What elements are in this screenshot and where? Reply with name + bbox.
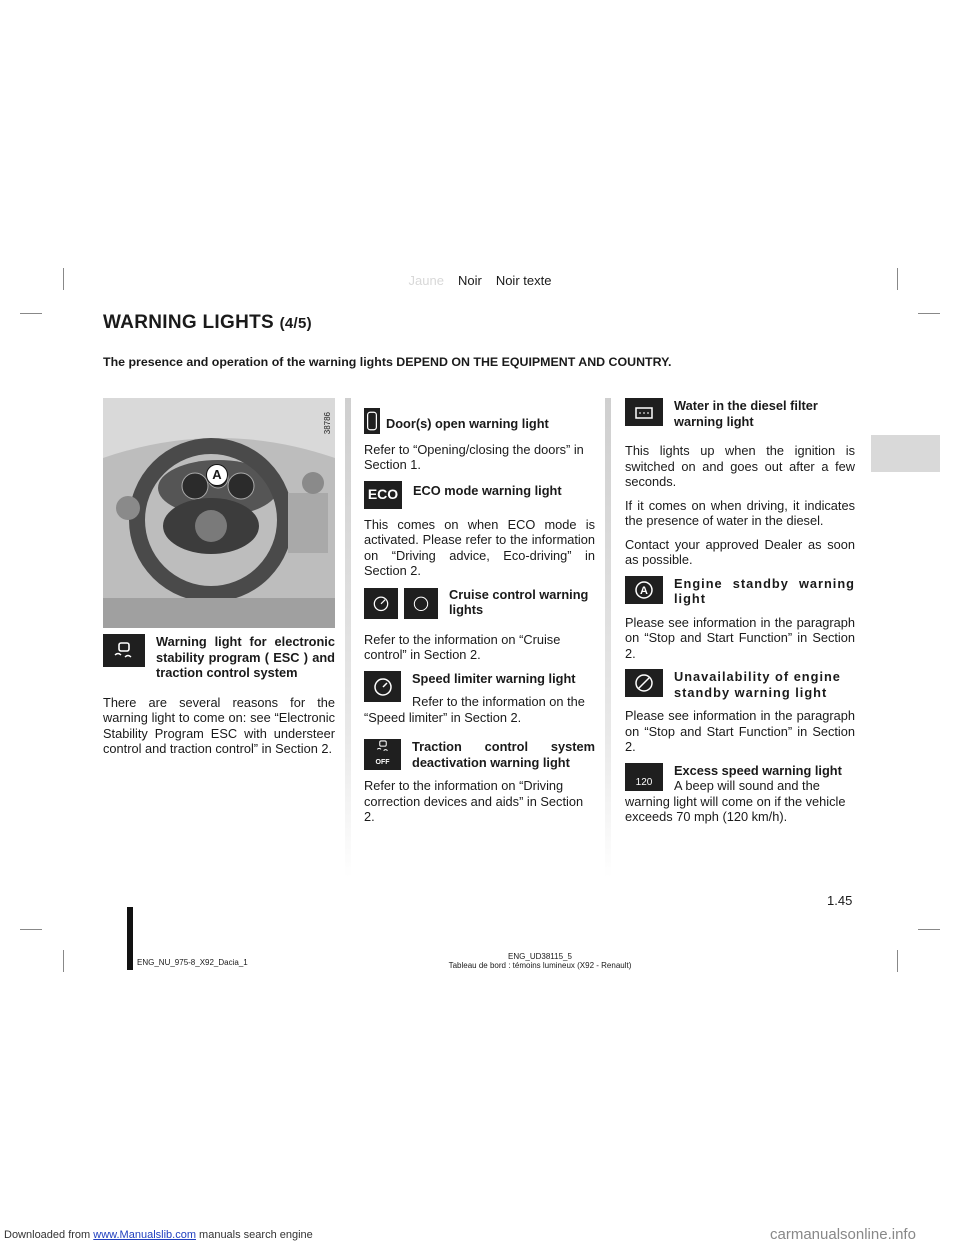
crop-mark <box>897 950 898 972</box>
cruise-control-icons <box>364 587 438 620</box>
crop-mark <box>20 313 42 314</box>
column-1 <box>103 634 335 765</box>
traction-off-label: OFF <box>375 758 390 766</box>
download-banner <box>4 1229 313 1241</box>
door-heading: Door(s) open warning light <box>386 416 549 431</box>
svg-text:A: A <box>640 584 648 597</box>
manualslib-link[interactable]: www.Manualslib.com <box>93 1229 196 1241</box>
column-3 <box>625 398 855 833</box>
intro-text: The presence and operation of the warning lights DEPEND ON THE EQUIPMENT AND COUNTRY. <box>103 355 672 369</box>
color-noir: Noir <box>457 273 482 288</box>
excess-item <box>625 763 855 833</box>
water-body-1: This lights up when the ignition is switched on and goes out after a few seconds. <box>625 443 855 489</box>
limiter-heading: Speed limiter warning light <box>412 670 576 686</box>
limiter-body: Refer to the information on the “Speed limiter” in Section 2. <box>364 694 585 725</box>
esc-icon <box>103 634 145 667</box>
download-suffix: manuals search engine <box>195 1229 313 1241</box>
esc-heading: Warning light for electronic stability program ( ESC ) and traction control system <box>156 634 335 680</box>
unavail-item <box>625 669 855 708</box>
water-filter-icon <box>625 398 663 426</box>
color-header <box>0 273 960 288</box>
crop-mark <box>63 950 64 972</box>
page-number: 1.45 <box>827 893 853 908</box>
water-body-2: If it comes on when driving, it indicates the presence of water in the diesel. <box>625 497 855 528</box>
standby-item <box>625 576 855 615</box>
photo-marker-a: A <box>206 464 228 486</box>
water-item <box>625 398 855 437</box>
water-heading: Water in the diesel filter warning light <box>674 398 818 429</box>
traction-item <box>364 739 595 778</box>
footer-center <box>420 952 660 970</box>
door-body: Refer to “Opening/closing the doors” in Section 1. <box>364 441 584 472</box>
column-2 <box>364 402 595 833</box>
crop-mark <box>918 929 940 930</box>
traction-heading: Traction control system deactivation warning light <box>412 739 595 770</box>
footer-bar <box>127 907 133 970</box>
title-main: WARNING LIGHTS <box>103 312 274 333</box>
excess-heading: Excess speed warning light <box>674 762 842 778</box>
column-separator <box>345 398 351 878</box>
cruise-body: Refer to the information on “Cruise control” in Section 2. <box>364 631 561 662</box>
standby-unavailable-icon <box>625 669 663 697</box>
eco-heading: ECO mode warning light <box>413 482 562 498</box>
download-prefix: Downloaded from <box>4 1229 94 1241</box>
water-body-3: Contact your approved Dealer as soon as possible. <box>625 536 855 567</box>
footer-left: ENG_NU_975-8_X92_Dacia_1 <box>137 958 248 967</box>
section-tab <box>871 435 940 472</box>
engine-standby-icon <box>625 576 663 604</box>
color-noir-texte: Noir texte <box>495 273 552 288</box>
traction-off-icon <box>364 739 401 770</box>
excess-speed-icon <box>625 763 663 791</box>
eco-icon: ECO <box>364 481 402 509</box>
standby-body: Please see information in the paragraph on “Stop and Start Function” in Section 2. <box>625 614 855 661</box>
door-item <box>364 402 595 440</box>
crop-mark <box>918 313 940 314</box>
unavail-body: Please see information in the paragraph on “Stop and Start Function” in Section 2. <box>625 708 855 754</box>
footer-center-line2: Tableau de bord : témoins lumineux (X92 - Renault) <box>448 961 632 970</box>
cruise-icon <box>364 588 398 619</box>
limiter-item <box>364 671 595 734</box>
footer-center-line1: ENG_UD38115_5 <box>508 952 572 961</box>
title-sub: (4/5) <box>279 315 312 332</box>
standby-heading: Engine standby warning light <box>674 575 855 606</box>
esc-warning-item <box>103 634 335 689</box>
eco-body: This comes on when ECO mode is activated. Please refer to the information on “Driving advice, Eco-driving” in Section 2. <box>364 516 595 578</box>
excess-speed-label: 120 <box>635 777 653 788</box>
crop-mark <box>20 929 42 930</box>
cruise-heading: Cruise control warning lights <box>449 586 589 617</box>
cruise-standby-icon <box>404 588 438 619</box>
color-jaune: Jaune <box>408 273 444 288</box>
watermark: carmanualsonline.info <box>770 1226 916 1243</box>
unavail-heading: Unavailability of engine standby warning light <box>674 669 841 700</box>
photo-code: 38786 <box>323 412 332 435</box>
traction-body: Refer to the information on “Driving correction devices and aids” in Section 2. <box>364 778 584 824</box>
column-separator <box>605 398 611 878</box>
page-title <box>103 312 312 334</box>
door-open-icon <box>364 408 380 434</box>
dashboard-photo <box>103 398 335 628</box>
speed-limiter-icon <box>364 671 401 702</box>
eco-item <box>364 481 595 511</box>
excess-body: A beep will sound and the warning light will come on if the vehicle exceeds 70 mph (120 km/h). <box>625 778 846 824</box>
cruise-item <box>364 587 595 626</box>
esc-body: There are several reasons for the warning light to come on: see “Electronic Stability Program ESC with understeer control and traction control” in Section 2. <box>103 694 335 756</box>
